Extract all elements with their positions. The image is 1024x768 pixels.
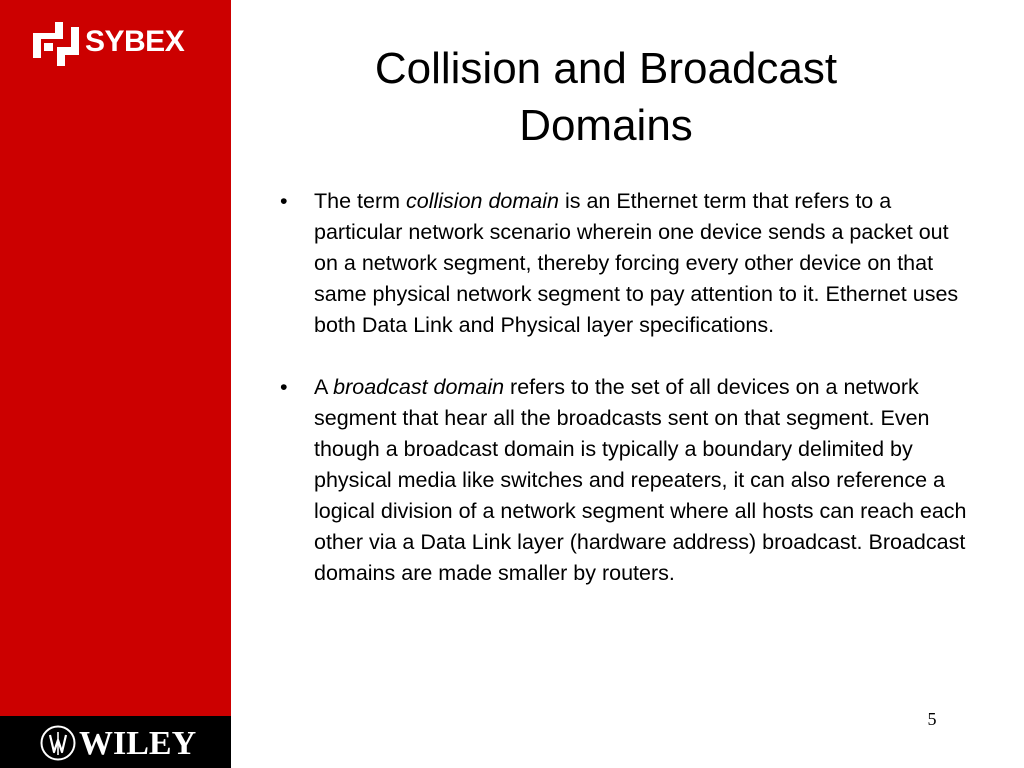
bullet-text-body: refers to the set of all devices on a network segment that hear all the broadcasts sent on that segment. Even though a broadcast domain is typically a boundary delimited by physical media like switches and repeaters, it can also reference a logical division of a network segment where all hosts can reach each other via a Data Link layer (hardware address) broadcast. Broadcast domains are made smaller by routers. — [314, 375, 967, 585]
wiley-logo-icon — [40, 725, 76, 761]
footer-bar — [0, 716, 231, 768]
bullet-broadcast-domain — [280, 372, 970, 589]
bullet-text-prefix: A — [314, 375, 334, 399]
slide-title-line-2: Domains — [519, 101, 693, 150]
bullet-marker: • — [280, 189, 288, 213]
wiley-logo — [40, 725, 200, 761]
bullet-collision-domain — [280, 186, 970, 341]
sybex-logo — [33, 18, 203, 68]
bullet-text-prefix: The term — [314, 189, 406, 213]
wiley-logo-text: WILEY — [79, 725, 197, 762]
bullet-term: broadcast domain — [333, 375, 505, 399]
slide-title — [300, 40, 912, 154]
page-number: 5 — [927, 709, 937, 729]
bullet-list — [280, 186, 970, 620]
sybex-logo-text: SYBEX — [85, 25, 185, 58]
sybex-logo-icon — [33, 18, 79, 66]
bullet-marker: • — [280, 375, 288, 399]
bullet-text-body: is an Ethernet term that refers to a particular network scenario wherein one device sends a packet out on a network segment, thereby forcing every other device on that same physical network segment to pay attention to it. Ethernet uses both Data Link and Physical layer specifications. — [314, 189, 959, 337]
red-sidebar — [0, 0, 231, 716]
slide-title-line-1: Collision and Broadcast — [374, 44, 838, 93]
bullet-term: collision domain — [406, 189, 559, 213]
